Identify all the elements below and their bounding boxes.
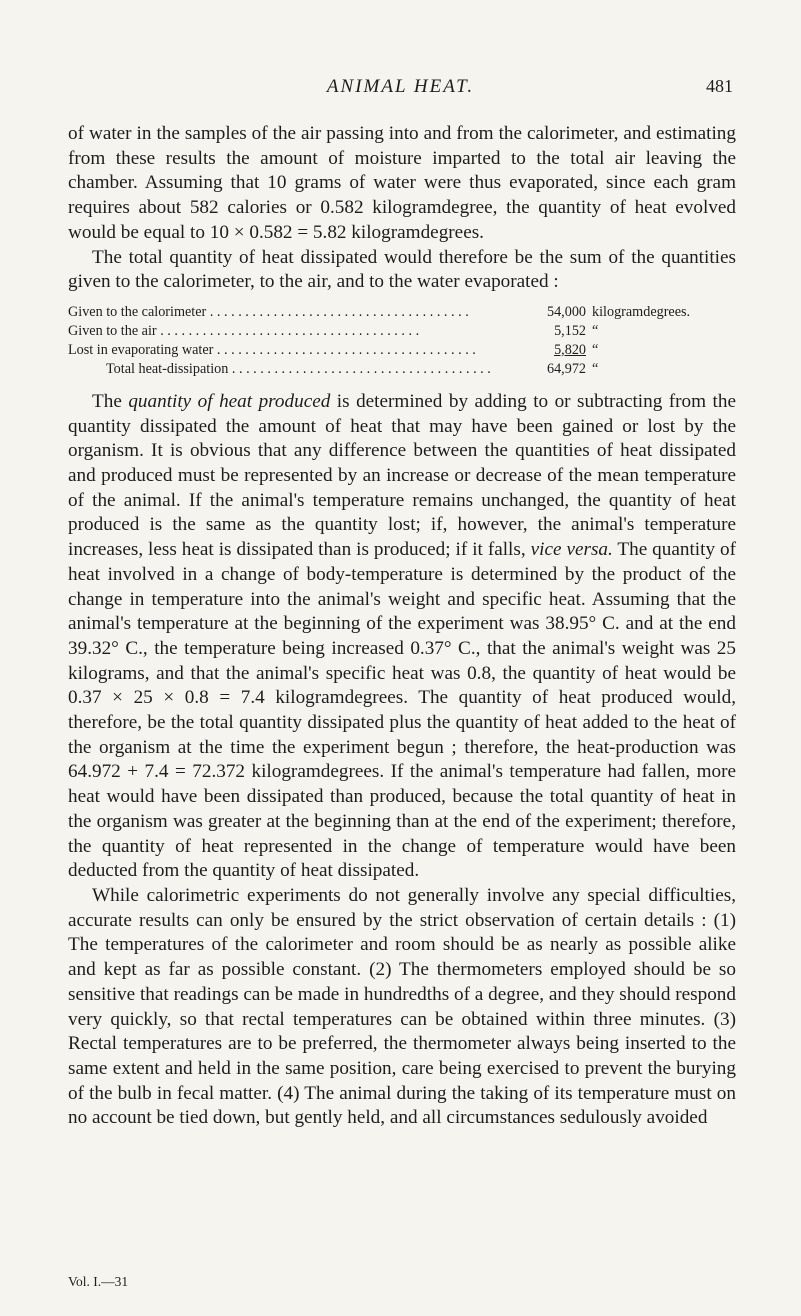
heat-dissipation-table bbox=[68, 303, 736, 379]
paragraph-calorimetric-details: While calorimetric experiments do not generally involve any special difficulties, accurate results can only be ensured by the strict observation of certain details : (1) The temperatures of the calorimeter and room should be as nearly as possible alike and kept as far as possible constant. (2) The thermometers employed should be so sensitive that readings can be made in hundredths of a degree, and they should respond very quickly, so that rectal temperatures can be obtained within three minutes. (3) Rectal temperatures are to be preferred, the thermometer always being inserted to the same extent and held in the same position, care being exercised to prevent the burying of the bulb in fecal matter. (4) The animal during the taking of its temperature must on no account be tied down, but gently held, and all circumstances sedulously avoided bbox=[68, 884, 736, 1129]
table-row bbox=[68, 303, 736, 322]
paragraph-evaporation: of water in the samples of the air passing into and from the calorimeter, and estimating from these results the amount of moisture imparted to the total air leaving the chamber. Assuming that 10 grams of water were thus evaporated, since each gram requires about 582 calories or 0.582 kilogramdegree, the quantity of heat evolved would be equal to 10 × 0.582 = 5.82 kilogramdegrees. bbox=[68, 123, 736, 243]
p3-emphasis-heat-produced: quantity of heat produced bbox=[128, 390, 331, 412]
row-value: 54,000 bbox=[546, 303, 586, 320]
volume-signature: Vol. I.—31 bbox=[68, 1274, 129, 1289]
row-unit: “ bbox=[592, 360, 599, 377]
table-row bbox=[68, 341, 736, 360]
paragraph-heat-produced bbox=[68, 390, 736, 884]
row-value: 64,972 bbox=[546, 360, 586, 377]
p3-text-a: is determined by adding to or subtracting from the quantity dissipated the amount of heat that may have been gained or lost by the organism. It is obvious that any difference between the quantities of heat dissipated and produced must be represented by an increase or decrease of the mean temperature of the animal. If the animal's temperature remains unchanged, the quantity of heat produced is the same as the quantity lost; if, however, the animal's temperature increases, less heat is dissipated than is produced; if it falls, bbox=[68, 390, 736, 561]
row-unit: “ bbox=[592, 322, 599, 339]
row-unit: kilogramdegrees. bbox=[592, 303, 691, 320]
row-label: Given to the air . . . bbox=[68, 322, 534, 341]
p3-intro: The bbox=[92, 390, 129, 412]
body-text bbox=[68, 122, 736, 1131]
p3-emphasis-vice-versa: vice versa. bbox=[530, 539, 613, 561]
row-label: Given to the calorimeter . . . bbox=[68, 303, 534, 322]
row-value: 5,152 bbox=[554, 322, 586, 339]
row-unit: “ bbox=[592, 341, 599, 358]
paragraph-total-dissipated: The total quantity of heat dissipated would therefore be the sum of the quantities given to the calorimeter, to the air, and to the water evaporated : bbox=[68, 246, 736, 293]
p3-text-b: The quantity of heat involved in a change of body-temperature is determined by the product of the change in temperature into the animal's weight and specific heat. Assuming that the animal's temperature at the beginning of the experiment was 38.95° C. and at the end 39.32° C., the temperature being increased 0.37° C., that the animal's weight was 25 kilograms, and that the animal's specific heat was 0.8, the quantity of heat would be 0.37 × 25 × 0.8 = 7.4 kilogramdegrees. The quantity of heat produced would, therefore, be the total quantity dissipated plus the quantity of heat added to the heat of the organism at the time the experiment begun ; therefore, the heat-production was 64.972 + 7.4 = 72.372 kilogramdegrees. If the animal's temperature had fallen, more heat would have been dissipated than produced, because the total quantity of heat in the organism was greater at the beginning than at the end of the experiment; therefore, the quantity of heat represented in the change of temperature would have been deducted from the quantity of heat dissipated. bbox=[68, 539, 736, 882]
page-number: 481 bbox=[706, 76, 733, 96]
page-header bbox=[0, 76, 801, 102]
row-label: Total heat-dissipation . . . bbox=[68, 360, 534, 379]
table-row-total bbox=[68, 360, 736, 379]
table-row bbox=[68, 322, 736, 341]
row-value: 5,820 bbox=[554, 341, 586, 358]
running-title: ANIMAL HEAT. bbox=[326, 76, 475, 97]
row-label: Lost in evaporating water . . . bbox=[68, 341, 534, 360]
